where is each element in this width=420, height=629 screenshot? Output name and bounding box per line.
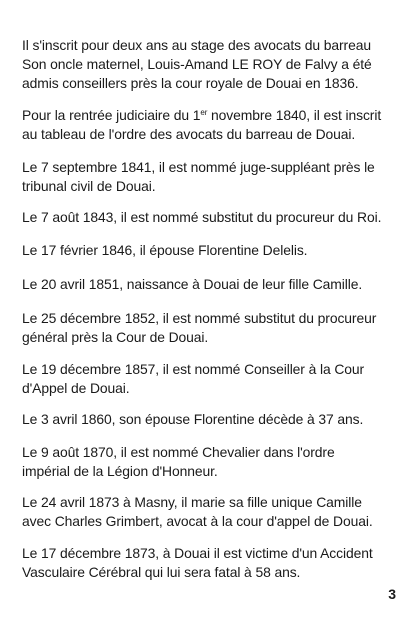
text-line: général près la Cour de Douai. <box>22 329 209 345</box>
text-line: Le 17 février 1846, il épouse Florentine Delelis. <box>22 242 308 258</box>
text-line: Il s'inscrit pour deux ans au stage des avocats du barreau <box>22 37 371 53</box>
text-line: Le 3 avril 1860, son épouse Florentine décède à 37 ans. <box>22 411 364 427</box>
text-line: Le 7 septembre 1841, il est nommé juge-suppléant près le <box>22 159 375 175</box>
paragraph-1870 <box>22 443 414 481</box>
text-line: Le 9 août 1870, il est nommé Chevalier dans l'ordre <box>22 444 335 460</box>
paragraph-1851 <box>22 275 414 294</box>
paragraph-1852 <box>22 309 414 347</box>
text-segment: Pour la rentrée judiciaire du 1 <box>22 107 201 123</box>
paragraph-1841 <box>22 158 414 196</box>
paragraph-1846 <box>22 241 414 260</box>
text-line: impérial de la Légion d'Honneur. <box>22 463 218 479</box>
text-line: Le 7 août 1843, il est nommé substitut du procureur du Roi. <box>22 209 382 225</box>
paragraph-rentree-1840 <box>22 106 414 144</box>
text-line: Son oncle maternel, Louis-Amand LE ROY de Falvy a été <box>22 56 372 72</box>
page-number: 3 <box>388 586 396 602</box>
ordinal-superscript: er <box>200 108 208 117</box>
paragraph-1857 <box>22 360 414 398</box>
text-line: tribunal civil de Douai. <box>22 178 156 194</box>
text-line <box>22 106 414 125</box>
paragraph-stage-avocats <box>22 36 414 93</box>
text-line: admis conseillers près la cour royale de Douai en 1836. <box>22 75 359 91</box>
text-line: Le 24 avril 1873 à Masny, il marie sa fille unique Camille <box>22 494 362 510</box>
text-line: Le 25 décembre 1852, il est nommé substitut du procureur <box>22 310 377 326</box>
text-line: d'Appel de Douai. <box>22 380 130 396</box>
text-line: Vasculaire Cérébral qui lui sera fatal à 58 ans. <box>22 564 301 580</box>
text-line: Le 20 avril 1851, naissance à Douai de leur fille Camille. <box>22 276 363 292</box>
paragraph-1843 <box>22 208 414 227</box>
text-line: au tableau de l'ordre des avocats du barreau de Douai. <box>22 126 356 142</box>
paragraph-1873-masny <box>22 493 414 531</box>
paragraph-1860 <box>22 410 414 429</box>
text-line: Le 17 décembre 1873, à Douai il est victime d'un Accident <box>22 545 373 561</box>
paragraph-1873-douai <box>22 544 414 582</box>
text-segment: novembre 1840, il est inscrit <box>207 107 382 123</box>
text-line: avec Charles Grimbert, avocat à la cour d'appel de Douai. <box>22 513 373 529</box>
text-line: Le 19 décembre 1857, il est nommé Conseiller à la Cour <box>22 361 365 377</box>
